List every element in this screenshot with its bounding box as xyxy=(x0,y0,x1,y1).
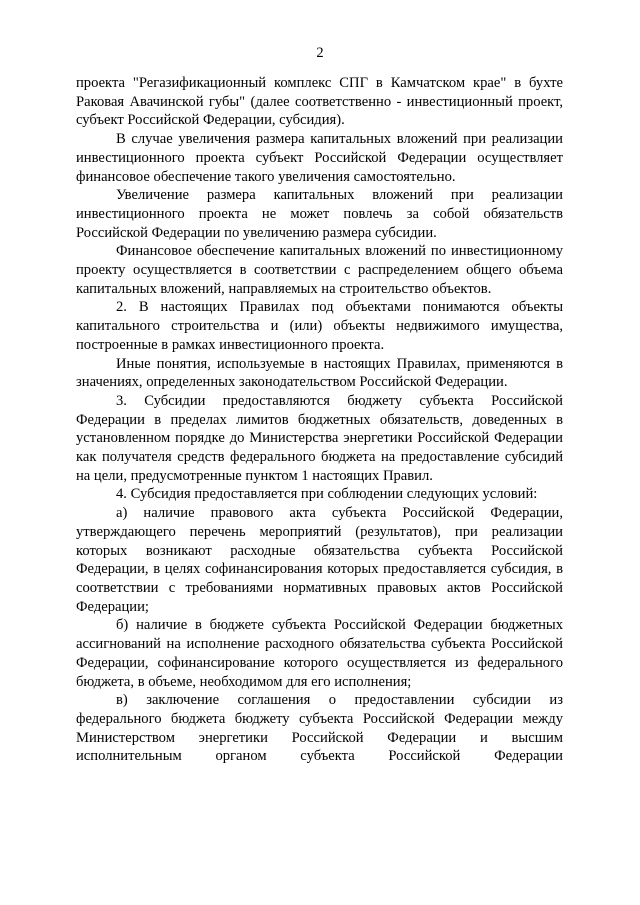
paragraph-capital-increase: В случае увеличения размера капитальных вложений при реализации инвестиционного проекта субъект Российской Федерации осуществляет финансовое обеспечение такого увеличения самостоятельно. xyxy=(76,131,563,185)
document-body xyxy=(76,74,563,766)
paragraph-condition-c: в) заключение соглашения о предоставлении субсидии из федерального бюджета бюджету субъекта Российской Федерации между Министерством энергетики Российской Федерации и высшим исполнительным органом субъекта Российской Федерации xyxy=(76,692,563,765)
paragraph-financing-distribution: Финансовое обеспечение капитальных вложений по инвестиционному проекту осуществляется в соответствии с распределением общего объема капитальных вложений, направляемых на строительство объектов. xyxy=(76,243,563,297)
paragraph-item-2-objects: 2. В настоящих Правилах под объектами понимаются объекты капитального строительства и (или) объекты недвижимого имущества, построенные в рамках инвестиционного проекта. xyxy=(76,299,563,353)
paragraph-condition-b: б) наличие в бюджете субъекта Российской Федерации бюджетных ассигнований на исполнение расходного обязательства субъекта Российской Федерации, софинансирование которого осуществляется из федерального бюджета, в объеме, необходимом для его исполнения; xyxy=(76,617,563,690)
page-number: 2 xyxy=(316,45,324,61)
paragraph-condition-a: а) наличие правового акта субъекта Российской Федерации, утверждающего перечень мероприятий (результатов), при реализации которых возникают расходные обязательства субъекта Российской Федерации, в целях софинансирования которых предоставляется субсидия, в соответствии с требованиями нормативных правовых актов Российской Федерации; xyxy=(76,505,563,615)
paragraph-item-4-conditions: 4. Субсидия предоставляется при соблюдении следующих условий: xyxy=(116,486,538,503)
paragraph-project-definition: проекта "Регазификационный комплекс СПГ в Камчатском крае" в бухте Раковая Авачинской губы" (далее соответственно - инвестиционный проект, субъект Российской Федерации, субсидия). xyxy=(76,75,563,129)
paragraph-no-obligations: Увеличение размера капитальных вложений при реализации инвестиционного проекта не может повлечь за собой обязательств Российской Федерации по увеличению размера субсидии. xyxy=(76,187,563,241)
paragraph-item-3-subsidies: 3. Субсидии предоставляются бюджету субъекта Российской Федерации в пределах лимитов бюджетных обязательств, доведенных в установленном порядке до Министерства энергетики Российской Федерации как получателя средств федерального бюджета на предоставление субсидий на цели, предусмотренные пунктом 1 настоящих Правил. xyxy=(76,392,563,484)
paragraph-other-terms: Иные понятия, используемые в настоящих Правилах, применяются в значениях, определенных законодательством Российской Федерации. xyxy=(76,355,563,391)
